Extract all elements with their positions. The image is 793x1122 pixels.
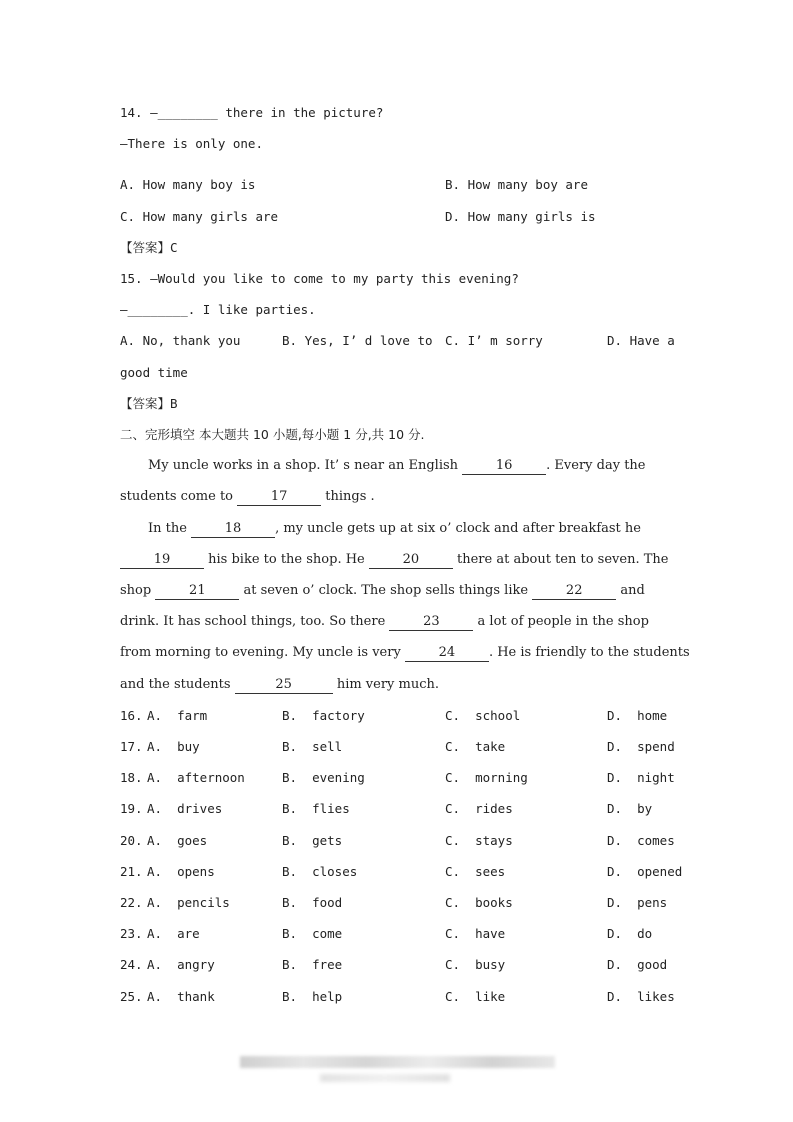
- choice-number: 19.: [120, 801, 143, 816]
- choice-row: [0, 957, 793, 975]
- choice-option-a: A. goes: [147, 833, 208, 848]
- blurred-footer-sub: [320, 1074, 450, 1082]
- choice-row: [0, 989, 793, 1007]
- blurred-footer: [240, 1056, 555, 1068]
- q14-option-a: A. How many boy is: [120, 177, 256, 192]
- choice-option-a: A. drives: [147, 801, 223, 816]
- passage-line: students come to 17 things .: [120, 489, 375, 504]
- choice-row: [0, 833, 793, 851]
- choice-option-a: A. angry: [147, 957, 215, 972]
- choice-option-b: B. free: [282, 957, 343, 972]
- choice-option-c: C. morning: [445, 770, 528, 785]
- choice-option-b: B. come: [282, 926, 343, 941]
- q14-option-c: C. How many girls are: [120, 209, 279, 224]
- choice-option-c: C. books: [445, 895, 513, 910]
- choice-option-c: C. sees: [445, 864, 506, 879]
- blank-18: 18: [191, 521, 275, 538]
- choice-number: 21.: [120, 864, 143, 879]
- choice-option-c: C. busy: [445, 957, 506, 972]
- choice-row: [0, 801, 793, 819]
- q15-option-a: A. No, thank you: [120, 333, 241, 348]
- choice-option-b: B. sell: [282, 739, 343, 754]
- choice-option-a: A. pencils: [147, 895, 230, 910]
- choice-number: 20.: [120, 833, 143, 848]
- choice-option-b: B. evening: [282, 770, 365, 785]
- passage-line: My uncle works in a shop. It’ s near an English 16 . Every day the: [148, 458, 646, 473]
- blank-23: 23: [389, 614, 473, 631]
- choice-option-d: D. night: [607, 770, 675, 785]
- choice-option-b: B. help: [282, 989, 343, 1004]
- choice-option-d: D. pens: [607, 895, 668, 910]
- choice-option-d: D. opened: [607, 864, 683, 879]
- q14-option-d: D. How many girls is: [445, 209, 596, 224]
- blank-21: 21: [155, 583, 239, 600]
- q14-answer: [120, 240, 178, 256]
- passage-line: drink. It has school things, too. So there 23 a lot of people in the shop: [120, 614, 649, 629]
- choice-option-b: B. gets: [282, 833, 343, 848]
- answer-value: B: [170, 396, 178, 411]
- choice-option-a: A. farm: [147, 708, 208, 723]
- passage-line: from morning to evening. My uncle is very 24 . He is friendly to the students: [120, 645, 690, 660]
- passage-line: shop 21 at seven o’ clock. The shop sells things like 22 and: [120, 583, 645, 598]
- choice-option-c: C. stays: [445, 833, 513, 848]
- q15-option-d: D. Have a: [607, 333, 675, 348]
- choice-option-a: A. thank: [147, 989, 215, 1004]
- q15-question: 15. —Would you like to come to my party this evening?: [120, 271, 519, 286]
- choice-option-a: A. opens: [147, 864, 215, 879]
- choice-option-d: D. spend: [607, 739, 675, 754]
- q15-answer: [120, 396, 178, 412]
- choice-option-d: D. do: [607, 926, 653, 941]
- choice-option-d: D. likes: [607, 989, 675, 1004]
- choice-number: 16.: [120, 708, 143, 723]
- blank-22: 22: [532, 583, 616, 600]
- choice-option-a: A. buy: [147, 739, 200, 754]
- q14-option-b: B. How many boy are: [445, 177, 588, 192]
- choice-row: [0, 770, 793, 788]
- choice-number: 24.: [120, 957, 143, 972]
- q15-reply: —________. I like parties.: [120, 302, 316, 317]
- choice-number: 18.: [120, 770, 143, 785]
- answer-label: 【答案】: [120, 240, 171, 255]
- blank-19: 19: [120, 552, 204, 569]
- choice-option-d: D. good: [607, 957, 668, 972]
- q15-option-d-continued: good time: [120, 365, 188, 380]
- choice-option-d: D. home: [607, 708, 668, 723]
- choice-number: 17.: [120, 739, 143, 754]
- choice-row: [0, 926, 793, 944]
- choice-option-d: D. by: [607, 801, 653, 816]
- choice-option-d: D. comes: [607, 833, 675, 848]
- passage-line: 19 his bike to the shop. He 20 there at about ten to seven. The: [120, 552, 668, 569]
- q15-option-c: C. I’ m sorry: [445, 333, 543, 348]
- choice-option-a: A. are: [147, 926, 200, 941]
- choice-row: [0, 895, 793, 913]
- choice-option-b: B. food: [282, 895, 343, 910]
- choice-option-b: B. flies: [282, 801, 350, 816]
- choice-number: 22.: [120, 895, 143, 910]
- choice-number: 25.: [120, 989, 143, 1004]
- choice-option-c: C. have: [445, 926, 506, 941]
- choice-option-b: B. closes: [282, 864, 358, 879]
- section-title: 二、完形填空 本大题共 10 小题,每小题 1 分,共 10 分.: [120, 427, 425, 442]
- choice-option-c: C. take: [445, 739, 506, 754]
- blank-17: 17: [237, 489, 321, 506]
- passage-line: and the students 25 him very much.: [120, 677, 440, 692]
- choice-number: 23.: [120, 926, 143, 941]
- choice-option-b: B. factory: [282, 708, 365, 723]
- answer-label: 【答案】: [120, 396, 171, 411]
- choice-row: [0, 739, 793, 757]
- answer-value: C: [170, 240, 178, 255]
- choice-row: [0, 708, 793, 726]
- choice-option-c: C. rides: [445, 801, 513, 816]
- blank-20: 20: [369, 552, 453, 569]
- q14-question: 14. —________ there in the picture?: [120, 105, 384, 120]
- choice-option-c: C. school: [445, 708, 521, 723]
- q15-option-b: B. Yes, I’ d love to: [282, 333, 433, 348]
- passage-line: In the 18 , my uncle gets up at six o’ clock and after breakfast he: [148, 521, 641, 536]
- blank-24: 24: [405, 645, 489, 662]
- q14-reply: —There is only one.: [120, 136, 263, 151]
- blank-25: 25: [235, 677, 333, 694]
- choice-option-a: A. afternoon: [147, 770, 245, 785]
- choice-option-c: C. like: [445, 989, 506, 1004]
- choice-row: [0, 864, 793, 882]
- blank-16: 16: [462, 458, 546, 475]
